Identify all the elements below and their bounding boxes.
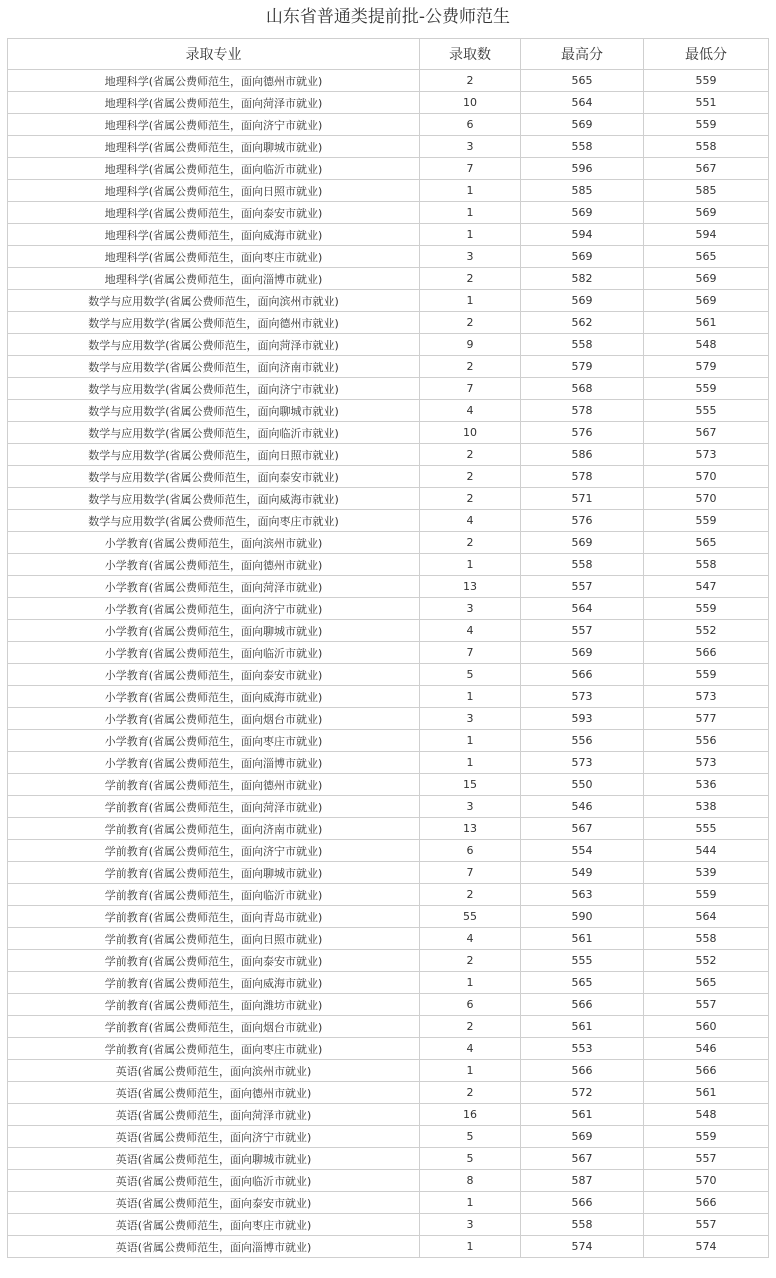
header-min-score: 最低分 [644, 39, 769, 70]
cell-min-score: 558 [644, 136, 769, 158]
cell-count: 8 [420, 1170, 521, 1192]
cell-min-score: 548 [644, 1104, 769, 1126]
table-row [8, 554, 769, 576]
cell-count: 3 [420, 136, 521, 158]
table-row [8, 906, 769, 928]
cell-count: 3 [420, 796, 521, 818]
cell-major: 数学与应用数学(省属公费师范生，面向威海市就业) [8, 488, 420, 510]
cell-max-score: 553 [521, 1038, 644, 1060]
cell-max-score: 566 [521, 664, 644, 686]
cell-count: 2 [420, 1016, 521, 1038]
cell-major: 学前教育(省属公费师范生，面向临沂市就业) [8, 884, 420, 906]
cell-major: 英语(省属公费师范生，面向聊城市就业) [8, 1148, 420, 1170]
cell-count: 1 [420, 1060, 521, 1082]
cell-major: 数学与应用数学(省属公费师范生，面向济宁市就业) [8, 378, 420, 400]
cell-major: 学前教育(省属公费师范生，面向聊城市就业) [8, 862, 420, 884]
cell-max-score: 573 [521, 686, 644, 708]
cell-max-score: 569 [521, 290, 644, 312]
cell-major: 数学与应用数学(省属公费师范生，面向菏泽市就业) [8, 334, 420, 356]
cell-count: 2 [420, 356, 521, 378]
cell-count: 3 [420, 598, 521, 620]
table-row [8, 246, 769, 268]
cell-count: 10 [420, 422, 521, 444]
cell-count: 2 [420, 1082, 521, 1104]
cell-max-score: 569 [521, 246, 644, 268]
cell-major: 数学与应用数学(省属公费师范生，面向德州市就业) [8, 312, 420, 334]
cell-major: 小学教育(省属公费师范生，面向滨州市就业) [8, 532, 420, 554]
cell-count: 5 [420, 664, 521, 686]
cell-min-score: 569 [644, 202, 769, 224]
cell-min-score: 594 [644, 224, 769, 246]
cell-min-score: 565 [644, 972, 769, 994]
cell-major: 学前教育(省属公费师范生，面向日照市就业) [8, 928, 420, 950]
cell-min-score: 546 [644, 1038, 769, 1060]
cell-count: 10 [420, 92, 521, 114]
cell-max-score: 566 [521, 1060, 644, 1082]
cell-max-score: 594 [521, 224, 644, 246]
cell-major: 小学教育(省属公费师范生，面向烟台市就业) [8, 708, 420, 730]
cell-count: 7 [420, 158, 521, 180]
cell-min-score: 561 [644, 1082, 769, 1104]
table-row [8, 136, 769, 158]
cell-min-score: 579 [644, 356, 769, 378]
cell-count: 2 [420, 312, 521, 334]
table-row [8, 400, 769, 422]
table-row [8, 114, 769, 136]
cell-count: 16 [420, 1104, 521, 1126]
cell-min-score: 573 [644, 686, 769, 708]
table-row [8, 180, 769, 202]
cell-min-score: 555 [644, 400, 769, 422]
cell-max-score: 558 [521, 334, 644, 356]
cell-max-score: 568 [521, 378, 644, 400]
cell-max-score: 565 [521, 972, 644, 994]
cell-min-score: 566 [644, 642, 769, 664]
page-title: 山东省普通类提前批-公费师范生 [265, 7, 511, 27]
table-row [8, 686, 769, 708]
cell-major: 学前教育(省属公费师范生，面向济宁市就业) [8, 840, 420, 862]
table-row [8, 1192, 769, 1214]
cell-max-score: 561 [521, 1016, 644, 1038]
cell-max-score: 567 [521, 818, 644, 840]
table-row [8, 1214, 769, 1236]
cell-max-score: 573 [521, 752, 644, 774]
cell-max-score: 554 [521, 840, 644, 862]
cell-count: 2 [420, 466, 521, 488]
table-row [8, 598, 769, 620]
cell-major: 小学教育(省属公费师范生，面向淄博市就业) [8, 752, 420, 774]
cell-max-score: 569 [521, 532, 644, 554]
table-row [8, 334, 769, 356]
cell-min-score: 566 [644, 1192, 769, 1214]
cell-count: 3 [420, 246, 521, 268]
cell-count: 6 [420, 114, 521, 136]
cell-major: 地理科学(省属公费师范生，面向淄博市就业) [8, 268, 420, 290]
cell-max-score: 578 [521, 466, 644, 488]
cell-major: 地理科学(省属公费师范生，面向济宁市就业) [8, 114, 420, 136]
cell-major: 小学教育(省属公费师范生，面向聊城市就业) [8, 620, 420, 642]
cell-min-score: 566 [644, 1060, 769, 1082]
cell-max-score: 579 [521, 356, 644, 378]
cell-min-score: 565 [644, 246, 769, 268]
cell-major: 地理科学(省属公费师范生，面向聊城市就业) [8, 136, 420, 158]
cell-min-score: 558 [644, 928, 769, 950]
cell-max-score: 550 [521, 774, 644, 796]
cell-major: 数学与应用数学(省属公费师范生，面向泰安市就业) [8, 466, 420, 488]
cell-major: 英语(省属公费师范生，面向淄博市就业) [8, 1236, 420, 1258]
cell-min-score: 559 [644, 598, 769, 620]
cell-max-score: 578 [521, 400, 644, 422]
table-row [8, 356, 769, 378]
cell-count: 55 [420, 906, 521, 928]
cell-count: 4 [420, 510, 521, 532]
cell-min-score: 558 [644, 554, 769, 576]
cell-min-score: 559 [644, 70, 769, 92]
cell-major: 数学与应用数学(省属公费师范生，面向聊城市就业) [8, 400, 420, 422]
cell-min-score: 559 [644, 378, 769, 400]
header-major: 录取专业 [8, 39, 420, 70]
cell-max-score: 561 [521, 928, 644, 950]
cell-major: 地理科学(省属公费师范生，面向菏泽市就业) [8, 92, 420, 114]
cell-count: 1 [420, 1192, 521, 1214]
table-row [8, 1038, 769, 1060]
cell-major: 小学教育(省属公费师范生，面向威海市就业) [8, 686, 420, 708]
cell-min-score: 585 [644, 180, 769, 202]
table-row [8, 312, 769, 334]
table-row [8, 884, 769, 906]
cell-max-score: 569 [521, 642, 644, 664]
table-row [8, 268, 769, 290]
cell-max-score: 546 [521, 796, 644, 818]
cell-major: 数学与应用数学(省属公费师范生，面向滨州市就业) [8, 290, 420, 312]
cell-major: 数学与应用数学(省属公费师范生，面向济南市就业) [8, 356, 420, 378]
cell-max-score: 569 [521, 114, 644, 136]
cell-major: 学前教育(省属公费师范生，面向菏泽市就业) [8, 796, 420, 818]
cell-min-score: 552 [644, 620, 769, 642]
table-row [8, 730, 769, 752]
cell-min-score: 559 [644, 1126, 769, 1148]
table-row [8, 224, 769, 246]
cell-max-score: 585 [521, 180, 644, 202]
header-count: 录取数 [420, 39, 521, 70]
cell-min-score: 559 [644, 510, 769, 532]
table-row [8, 818, 769, 840]
table-row [8, 466, 769, 488]
cell-count: 2 [420, 884, 521, 906]
cell-count: 7 [420, 862, 521, 884]
table-row [8, 290, 769, 312]
cell-count: 4 [420, 620, 521, 642]
cell-max-score: 565 [521, 70, 644, 92]
cell-count: 1 [420, 290, 521, 312]
admission-table [7, 38, 769, 1258]
table-row [8, 422, 769, 444]
cell-major: 地理科学(省属公费师范生，面向德州市就业) [8, 70, 420, 92]
cell-major: 英语(省属公费师范生，面向泰安市就业) [8, 1192, 420, 1214]
table-row [8, 774, 769, 796]
table-row [8, 1104, 769, 1126]
cell-max-score: 555 [521, 950, 644, 972]
cell-min-score: 557 [644, 1148, 769, 1170]
cell-max-score: 557 [521, 620, 644, 642]
cell-count: 5 [420, 1148, 521, 1170]
cell-min-score: 570 [644, 466, 769, 488]
cell-max-score: 566 [521, 1192, 644, 1214]
cell-min-score: 570 [644, 1170, 769, 1192]
cell-count: 5 [420, 1126, 521, 1148]
table-row [8, 158, 769, 180]
cell-max-score: 558 [521, 554, 644, 576]
cell-count: 1 [420, 1236, 521, 1258]
cell-count: 1 [420, 730, 521, 752]
cell-major: 小学教育(省属公费师范生，面向枣庄市就业) [8, 730, 420, 752]
cell-max-score: 549 [521, 862, 644, 884]
cell-count: 7 [420, 378, 521, 400]
cell-min-score: 552 [644, 950, 769, 972]
cell-major: 学前教育(省属公费师范生，面向潍坊市就业) [8, 994, 420, 1016]
cell-count: 1 [420, 224, 521, 246]
table-header-row [8, 39, 769, 70]
cell-major: 数学与应用数学(省属公费师范生，面向枣庄市就业) [8, 510, 420, 532]
cell-min-score: 573 [644, 752, 769, 774]
cell-max-score: 593 [521, 708, 644, 730]
cell-min-score: 548 [644, 334, 769, 356]
table-row [8, 510, 769, 532]
cell-major: 英语(省属公费师范生，面向德州市就业) [8, 1082, 420, 1104]
cell-count: 1 [420, 972, 521, 994]
cell-max-score: 572 [521, 1082, 644, 1104]
table-row [8, 796, 769, 818]
cell-count: 13 [420, 818, 521, 840]
table-row [8, 202, 769, 224]
cell-max-score: 582 [521, 268, 644, 290]
cell-min-score: 570 [644, 488, 769, 510]
cell-max-score: 590 [521, 906, 644, 928]
cell-min-score: 557 [644, 1214, 769, 1236]
cell-max-score: 569 [521, 1126, 644, 1148]
cell-count: 2 [420, 268, 521, 290]
cell-max-score: 576 [521, 422, 644, 444]
table-row [8, 70, 769, 92]
cell-count: 15 [420, 774, 521, 796]
cell-min-score: 551 [644, 92, 769, 114]
cell-major: 数学与应用数学(省属公费师范生，面向临沂市就业) [8, 422, 420, 444]
cell-count: 6 [420, 994, 521, 1016]
cell-min-score: 567 [644, 158, 769, 180]
cell-major: 数学与应用数学(省属公费师范生，面向日照市就业) [8, 444, 420, 466]
cell-count: 2 [420, 70, 521, 92]
table-row [8, 1082, 769, 1104]
cell-major: 英语(省属公费师范生，面向枣庄市就业) [8, 1214, 420, 1236]
header-max-score: 最高分 [521, 39, 644, 70]
cell-major: 小学教育(省属公费师范生，面向泰安市就业) [8, 664, 420, 686]
cell-min-score: 557 [644, 994, 769, 1016]
table-row [8, 928, 769, 950]
table-row [8, 532, 769, 554]
cell-major: 地理科学(省属公费师范生，面向日照市就业) [8, 180, 420, 202]
table-row [8, 862, 769, 884]
table-row [8, 840, 769, 862]
cell-min-score: 539 [644, 862, 769, 884]
cell-major: 地理科学(省属公费师范生，面向枣庄市就业) [8, 246, 420, 268]
cell-min-score: 555 [644, 818, 769, 840]
cell-max-score: 557 [521, 576, 644, 598]
cell-max-score: 596 [521, 158, 644, 180]
cell-count: 1 [420, 554, 521, 576]
cell-major: 学前教育(省属公费师范生，面向青岛市就业) [8, 906, 420, 928]
cell-max-score: 576 [521, 510, 644, 532]
cell-min-score: 574 [644, 1236, 769, 1258]
cell-min-score: 569 [644, 290, 769, 312]
cell-max-score: 571 [521, 488, 644, 510]
cell-min-score: 559 [644, 114, 769, 136]
cell-min-score: 556 [644, 730, 769, 752]
table-row [8, 1148, 769, 1170]
cell-major: 学前教育(省属公费师范生，面向德州市就业) [8, 774, 420, 796]
cell-min-score: 547 [644, 576, 769, 598]
cell-min-score: 536 [644, 774, 769, 796]
table-row [8, 950, 769, 972]
cell-min-score: 577 [644, 708, 769, 730]
cell-max-score: 586 [521, 444, 644, 466]
cell-major: 英语(省属公费师范生，面向临沂市就业) [8, 1170, 420, 1192]
cell-count: 3 [420, 708, 521, 730]
cell-count: 2 [420, 532, 521, 554]
table-row [8, 488, 769, 510]
table-row [8, 972, 769, 994]
cell-count: 1 [420, 686, 521, 708]
cell-min-score: 559 [644, 884, 769, 906]
cell-major: 小学教育(省属公费师范生，面向临沂市就业) [8, 642, 420, 664]
cell-count: 3 [420, 1214, 521, 1236]
cell-max-score: 567 [521, 1148, 644, 1170]
cell-major: 学前教育(省属公费师范生，面向烟台市就业) [8, 1016, 420, 1038]
cell-major: 地理科学(省属公费师范生，面向临沂市就业) [8, 158, 420, 180]
cell-count: 7 [420, 642, 521, 664]
cell-max-score: 569 [521, 202, 644, 224]
cell-count: 2 [420, 444, 521, 466]
table-row [8, 576, 769, 598]
cell-count: 9 [420, 334, 521, 356]
cell-max-score: 566 [521, 994, 644, 1016]
cell-count: 1 [420, 752, 521, 774]
cell-max-score: 587 [521, 1170, 644, 1192]
table-row [8, 378, 769, 400]
table-row [8, 1170, 769, 1192]
cell-count: 2 [420, 488, 521, 510]
cell-major: 小学教育(省属公费师范生，面向济宁市就业) [8, 598, 420, 620]
cell-max-score: 558 [521, 136, 644, 158]
cell-min-score: 567 [644, 422, 769, 444]
cell-max-score: 562 [521, 312, 644, 334]
table-row [8, 994, 769, 1016]
cell-count: 13 [420, 576, 521, 598]
cell-major: 小学教育(省属公费师范生，面向德州市就业) [8, 554, 420, 576]
cell-min-score: 561 [644, 312, 769, 334]
cell-count: 4 [420, 928, 521, 950]
table-row [8, 1016, 769, 1038]
table-row [8, 642, 769, 664]
cell-max-score: 564 [521, 598, 644, 620]
cell-max-score: 556 [521, 730, 644, 752]
cell-min-score: 559 [644, 664, 769, 686]
table-row [8, 620, 769, 642]
cell-major: 英语(省属公费师范生，面向菏泽市就业) [8, 1104, 420, 1126]
cell-count: 1 [420, 202, 521, 224]
cell-min-score: 569 [644, 268, 769, 290]
cell-min-score: 544 [644, 840, 769, 862]
cell-count: 2 [420, 950, 521, 972]
cell-major: 地理科学(省属公费师范生，面向威海市就业) [8, 224, 420, 246]
cell-major: 地理科学(省属公费师范生，面向泰安市就业) [8, 202, 420, 224]
cell-max-score: 574 [521, 1236, 644, 1258]
cell-count: 4 [420, 400, 521, 422]
table-row [8, 664, 769, 686]
cell-max-score: 563 [521, 884, 644, 906]
cell-max-score: 564 [521, 92, 644, 114]
cell-major: 小学教育(省属公费师范生，面向菏泽市就业) [8, 576, 420, 598]
cell-major: 学前教育(省属公费师范生，面向威海市就业) [8, 972, 420, 994]
cell-major: 英语(省属公费师范生，面向济宁市就业) [8, 1126, 420, 1148]
table-row [8, 752, 769, 774]
cell-min-score: 538 [644, 796, 769, 818]
cell-max-score: 561 [521, 1104, 644, 1126]
cell-major: 学前教育(省属公费师范生，面向泰安市就业) [8, 950, 420, 972]
cell-min-score: 560 [644, 1016, 769, 1038]
cell-count: 1 [420, 180, 521, 202]
table-row [8, 1060, 769, 1082]
cell-major: 学前教育(省属公费师范生，面向济南市就业) [8, 818, 420, 840]
cell-min-score: 564 [644, 906, 769, 928]
cell-min-score: 573 [644, 444, 769, 466]
cell-major: 英语(省属公费师范生，面向滨州市就业) [8, 1060, 420, 1082]
table-row [8, 444, 769, 466]
cell-min-score: 565 [644, 532, 769, 554]
cell-max-score: 558 [521, 1214, 644, 1236]
table-row [8, 1236, 769, 1258]
cell-count: 4 [420, 1038, 521, 1060]
cell-major: 学前教育(省属公费师范生，面向枣庄市就业) [8, 1038, 420, 1060]
table-row [8, 1126, 769, 1148]
table-row [8, 708, 769, 730]
cell-count: 6 [420, 840, 521, 862]
table-row [8, 92, 769, 114]
